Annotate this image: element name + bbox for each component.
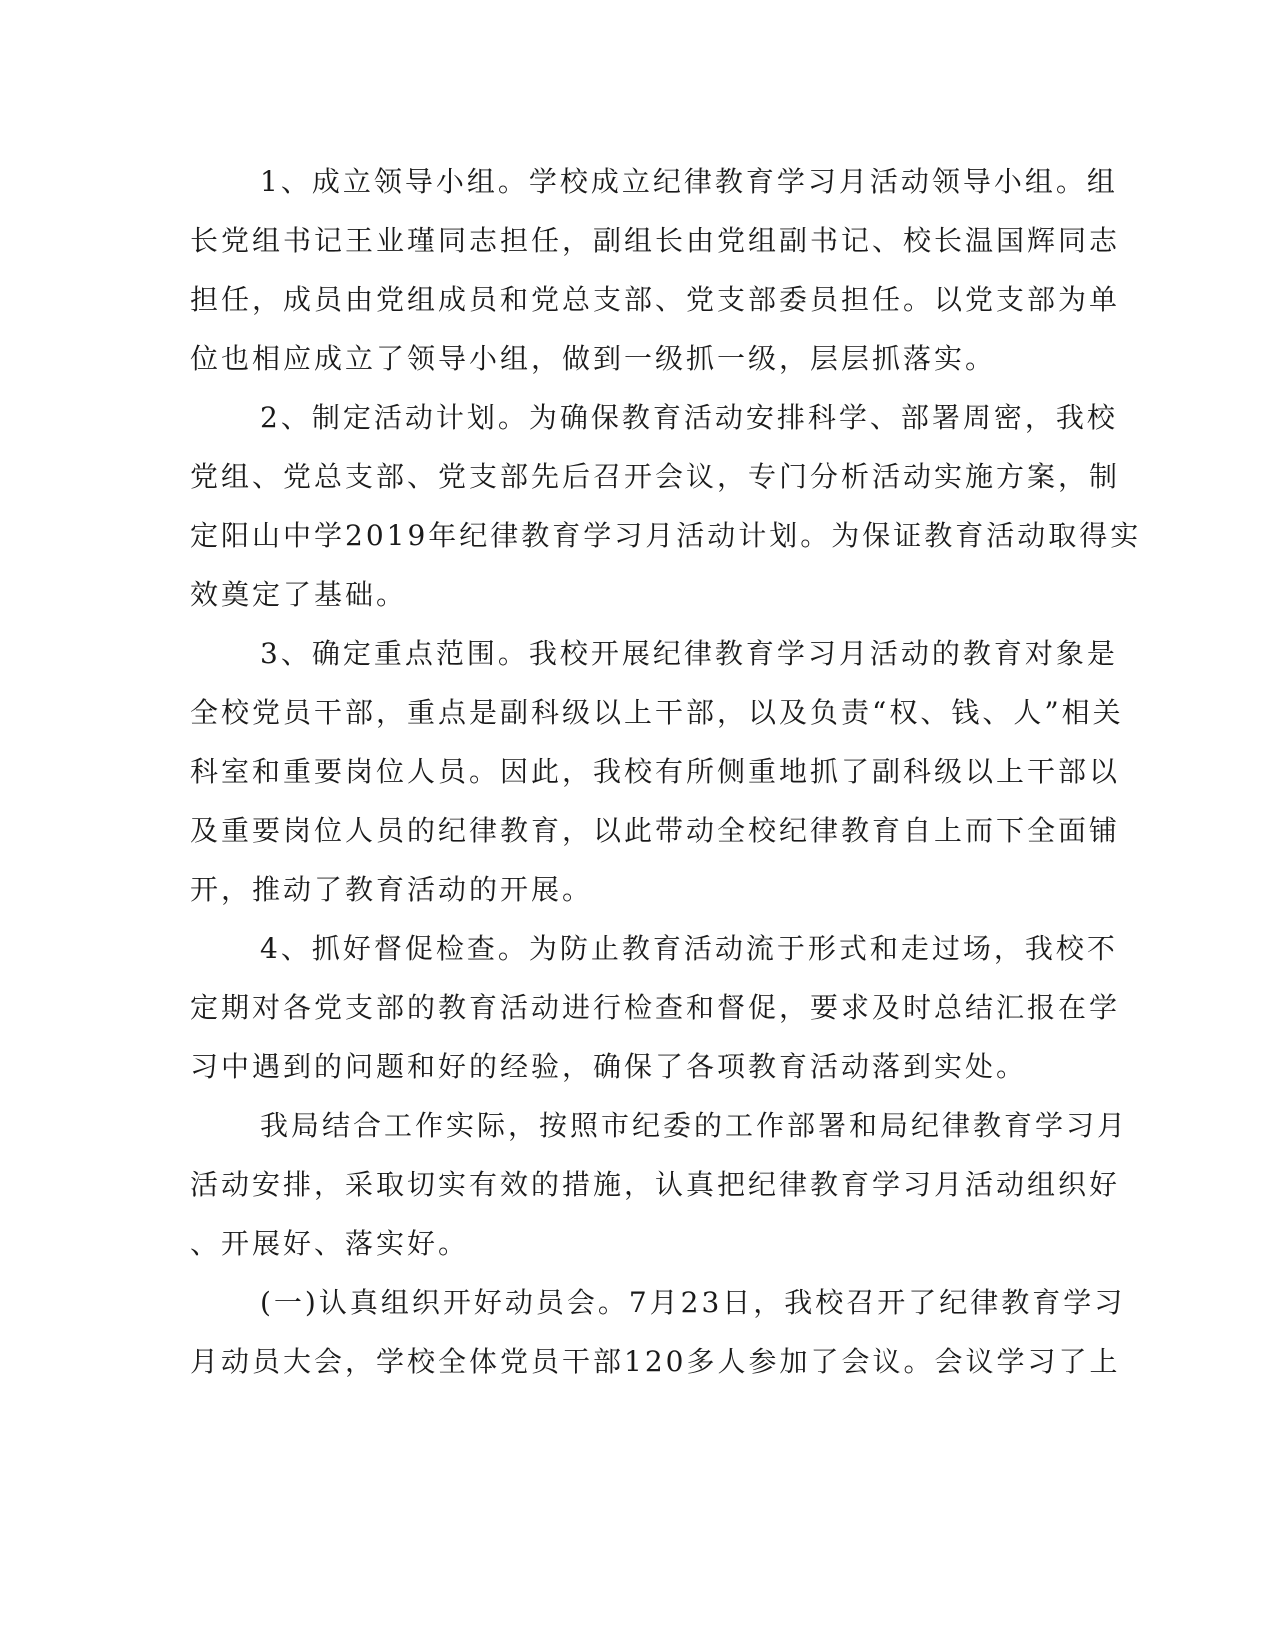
text-line: 活动安排，采取切实有效的措施，认真把纪律教育学习月活动组织好	[190, 1168, 1121, 1201]
text-line: 全校党员干部，重点是副科级以上干部，以及负责“权、钱、人”相关	[190, 696, 1124, 729]
text-line: 1、成立领导小组。学校成立纪律教育学习月活动领导小组。组	[260, 165, 1118, 198]
text-line: 3、确定重点范围。我校开展纪律教育学习月活动的教育对象是	[260, 637, 1118, 670]
text-line: 党组、党总支部、党支部先后召开会议，专门分析活动实施方案，制	[190, 460, 1121, 493]
text-line: (一)认真组织开好动员会。7月23日，我校召开了纪律教育学习	[260, 1286, 1126, 1319]
text-line: 及重要岗位人员的纪律教育，以此带动全校纪律教育自上而下全面铺	[190, 814, 1121, 847]
text-line: 开，推动了教育活动的开展。	[190, 873, 594, 906]
text-line: 位也相应成立了领导小组，做到一级抓一级，层层抓落实。	[190, 342, 997, 375]
text-line: 4、抓好督促检查。为防止教育活动流于形式和走过场，我校不	[260, 932, 1118, 965]
text-line: 定期对各党支部的教育活动进行检查和督促，要求及时总结汇报在学	[190, 991, 1121, 1024]
text-line: 定阳山中学2019年纪律教育学习月活动计划。为保证教育活动取得实	[190, 519, 1142, 552]
text-line: 2、制定活动计划。为确保教育活动安排科学、部署周密，我校	[260, 401, 1118, 434]
text-line: 长党组书记王业瑾同志担任，副组长由党组副书记、校长温国辉同志	[190, 224, 1121, 257]
text-line: 、开展好、落实好。	[190, 1227, 470, 1260]
text-line: 担任，成员由党组成员和党总支部、党支部委员担任。以党支部为单	[190, 283, 1121, 316]
text-line: 月动员大会，学校全体党员干部120多人参加了会议。会议学习了上	[190, 1345, 1121, 1378]
text-line: 习中遇到的问题和好的经验，确保了各项教育活动落到实处。	[190, 1050, 1028, 1083]
text-line: 科室和重要岗位人员。因此，我校有所侧重地抓了副科级以上干部以	[190, 755, 1121, 788]
text-line: 我局结合工作实际，按照市纪委的工作部署和局纪律教育学习月	[260, 1109, 1129, 1142]
text-line: 效奠定了基础。	[190, 578, 408, 611]
